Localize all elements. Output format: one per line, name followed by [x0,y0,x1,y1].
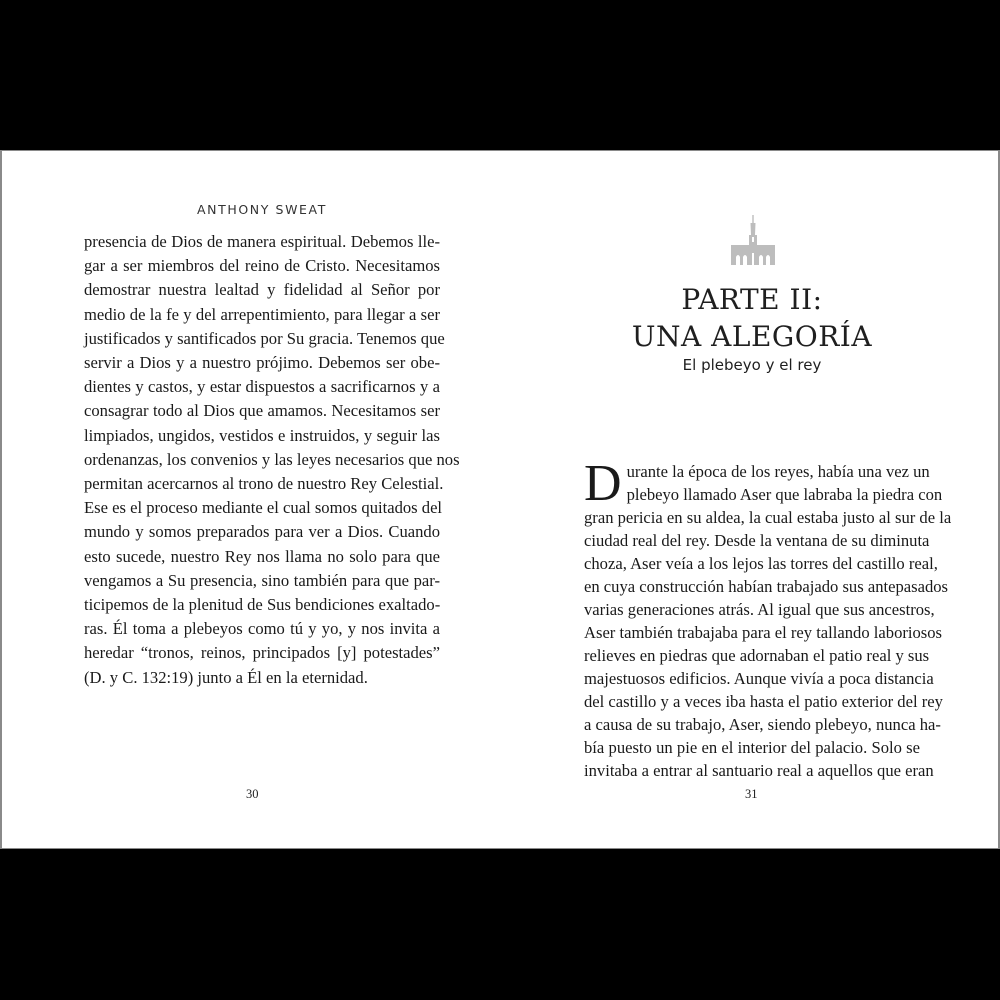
text-line: varias generaciones atrás. Al igual que sus ancestros, [584,600,935,619]
text-line: servir a Dios y a nuestro prójimo. Debemos ser obe- [84,353,440,373]
text-line: heredar “tronos, reinos, principados [y] potestades” [84,643,440,663]
text-line: Aser también trabajaba para el rey tallando laboriosos [584,623,943,642]
running-head-author: ANTHONY SWEAT [197,202,327,217]
text-line: ticipemos de la plenitud de Sus bendiciones exaltado- [84,595,441,615]
left-body-text [84,230,460,690]
text-line: presencia de Dios de manera espiritual. Debemos lle- [84,232,440,251]
text-line: choza, Aser veía a los lejos las torres del castillo real, [584,554,938,573]
text-line: invitaba a entrar al santuario real a aquellos que eran [584,761,934,780]
right-page [502,151,1000,848]
text-line: dientes y castos, y estar dispuestos a sacrificarnos y a [84,377,440,397]
page-number: 30 [246,787,259,801]
text-line: justificados y santificados por Su gracia. Tenemos que [84,328,445,348]
text-line: bía puesto un pie en el interior del palacio. Solo se [584,738,920,757]
text-line: mundo y somos preparados para ver a Dios. Cuando [84,522,440,542]
text-line: majestuosos edificios. Aunque vivía a poca distancia [584,669,934,688]
text-line: plebeyo llamado Aser que labraba la piedra con [626,485,943,504]
drop-cap: D [584,455,622,512]
text-line: ordenanzas, los convenios y las leyes necesarios que nos [84,449,460,469]
text-line: esto sucede, nuestro Rey nos llama no solo para que [84,546,440,566]
text-line: ciudad real del rey. Desde la ventana de su diminuta [584,531,930,550]
chapter-subtitle: El plebeyo y el rey [682,356,822,374]
left-page [2,151,502,848]
right-body-text [584,455,952,782]
text-line: consagrar todo al Dios que amamos. Necesitamos ser [84,401,440,421]
part-title-line-1: PARTE II: [681,283,823,316]
text-line: ras. Él toma a plebeyos como tú y yo, y nos invita a [84,619,440,639]
text-line: relieves en piedras que adornaban el patio real y sus [584,646,930,665]
text-line: permitan acercarnos al trono de nuestro Rey Celestial. [84,474,444,494]
part-title [502,281,1000,355]
text-line: gran pericia en su aldea, la cual estaba justo al sur de la [584,508,952,527]
temple-icon [729,215,777,265]
text-line: gar a ser miembros del reino de Cristo. Necesitamos [84,256,440,276]
text-line: Ese es el proceso mediante el cual somos quitados del [84,498,443,518]
text-line: medio de la fe y del arrepentimiento, para llegar a ser [84,304,440,324]
text-line: del castillo y a veces iba hasta el patio exterior del rey [584,692,943,711]
text-line: (D. y C. 132:19) junto a Él en la eternidad. [84,667,368,687]
text-line: vengamos a Su presencia, sino también para que par- [84,570,440,590]
text-line: limpiados, ungidos, vestidos e instruidos, y seguir las [84,425,440,445]
book-spread [0,150,1000,849]
text-line: demostrar nuestra lealtad y fidelidad al Señor por [84,280,440,300]
page-number: 31 [745,787,758,801]
part-title-line-2: UNA ALEGORÍA [631,320,873,353]
text-line: en cuya construcción habían trabajado sus antepasados [584,577,949,596]
text-line: urante la época de los reyes, había una vez un [626,462,930,481]
text-line: a causa de su trabajo, Aser, siendo plebeyo, nunca ha- [584,715,941,734]
